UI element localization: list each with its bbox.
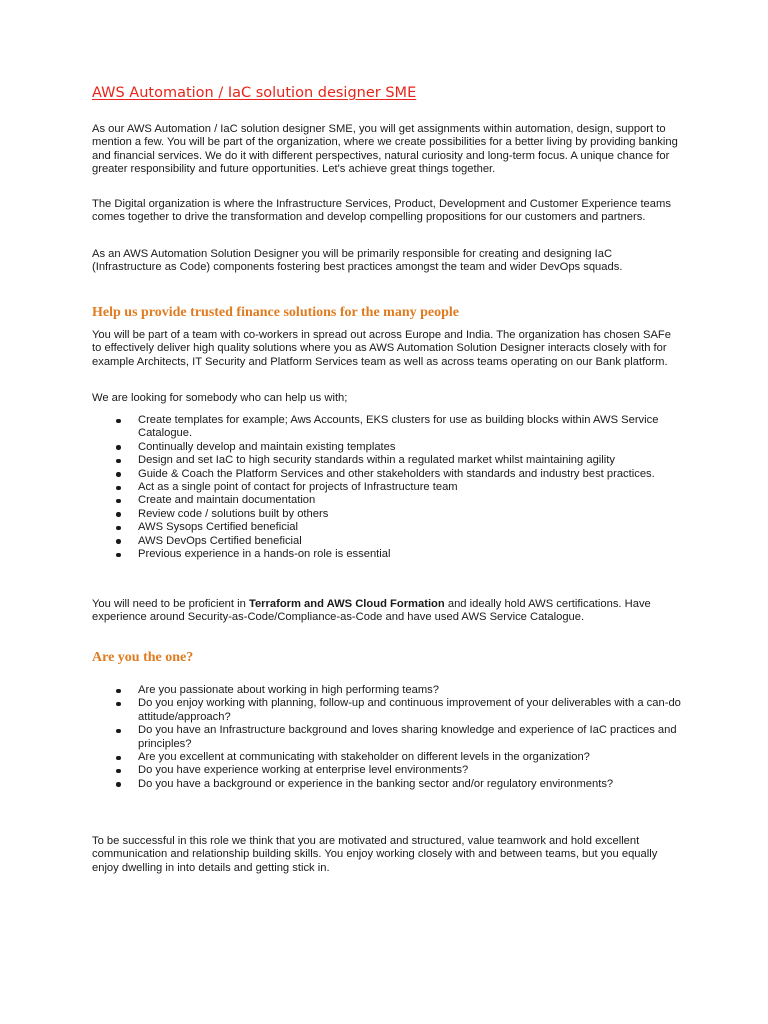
list-item: Create templates for example; Aws Accounts, EKS clusters for use as building blocks within AWS Service Catalogue. [92, 414, 682, 441]
proficiency-text-post: and ideally hold AWS certifications. Have experience around Security-as-Code/Compliance-as-Code and have used AWS Service Catalogue. [92, 598, 651, 624]
proficiency-text-pre: You will need to be proficient in [92, 598, 249, 610]
candidate-questions-list [92, 684, 682, 791]
intro-paragraph-3: As an AWS Automation Solution Designer you will be primarily responsible for creating and designing IaC (Infrastructure as Code) components fostering best practices amongst the team and wider DevOps squads. [92, 248, 623, 274]
list-item: Design and set IaC to high security standards within a regulated market whilst maintaining agility [92, 454, 682, 467]
responsibilities-list [92, 414, 682, 561]
intro-paragraph-2: The Digital organization is where the Infrastructure Services, Product, Development and Customer Experience teams comes together to drive the transformation and develop compelling propositions for our customers and partners. [92, 198, 671, 224]
list-item: AWS DevOps Certified beneficial [92, 535, 682, 548]
list-item: AWS Sysops Certified beneficial [92, 521, 682, 534]
proficiency-paragraph [92, 598, 682, 625]
list-item: Do you have an Infrastructure background and loves sharing knowledge and experience of IaC practices and principles? [92, 724, 682, 751]
team-paragraph: You will be part of a team with co-workers in spread out across Europe and India. The organization has chosen SAFe to effectively deliver high quality solutions where you as AWS Automation Solution Designer interacts closely with for example Architects, IT Security and Platform Services team as well as across teams operating on our Bank platform. [92, 329, 671, 368]
list-item: Do you enjoy working with planning, follow-up and continuous improvement of your deliverables with a can-do attitude/approach? [92, 697, 682, 724]
list-item: Previous experience in a hands-on role is essential [92, 548, 682, 561]
looking-for-paragraph: We are looking for somebody who can help us with; [92, 392, 348, 404]
list-item: Are you excellent at communicating with stakeholder on different levels in the organization? [92, 751, 682, 764]
section-heading-are-you-the-one: Are you the one? [92, 650, 194, 665]
list-item: Are you passionate about working in high performing teams? [92, 684, 682, 697]
intro-paragraph-1: As our AWS Automation / IaC solution designer SME, you will get assignments within automation, design, support to mention a few. You will be part of the organization, where we create possibilities for a better living by providing banking and financial services. We do it with different perspectives, natural curiosity and long-term focus. A unique chance for greater responsibility and future opportunities. Let's achieve great things together. [92, 123, 678, 176]
page-title: AWS Automation / IaC solution designer SME [92, 85, 417, 101]
proficiency-tools: Terraform and AWS Cloud Formation [248, 598, 445, 610]
list-item: Review code / solutions built by others [92, 508, 682, 521]
list-item: Do you have a background or experience in the banking sector and/or regulatory environments? [92, 778, 682, 791]
list-item: Act as a single point of contact for projects of Infrastructure team [92, 481, 682, 494]
list-item: Guide & Coach the Platform Services and other stakeholders with standards and industry best practices. [92, 468, 682, 481]
list-item: Create and maintain documentation [92, 494, 682, 507]
list-item: Continually develop and maintain existing templates [92, 441, 682, 454]
list-item: Do you have experience working at enterprise level environments? [92, 764, 682, 777]
section-heading-finance: Help us provide trusted finance solutions for the many people [92, 305, 460, 320]
closing-paragraph: To be successful in this role we think that you are motivated and structured, value teamwork and hold excellent communication and relationship building skills. You enjoy working closely with and between teams, but you equally enjoy dwelling in into details and getting stick in. [92, 835, 658, 874]
